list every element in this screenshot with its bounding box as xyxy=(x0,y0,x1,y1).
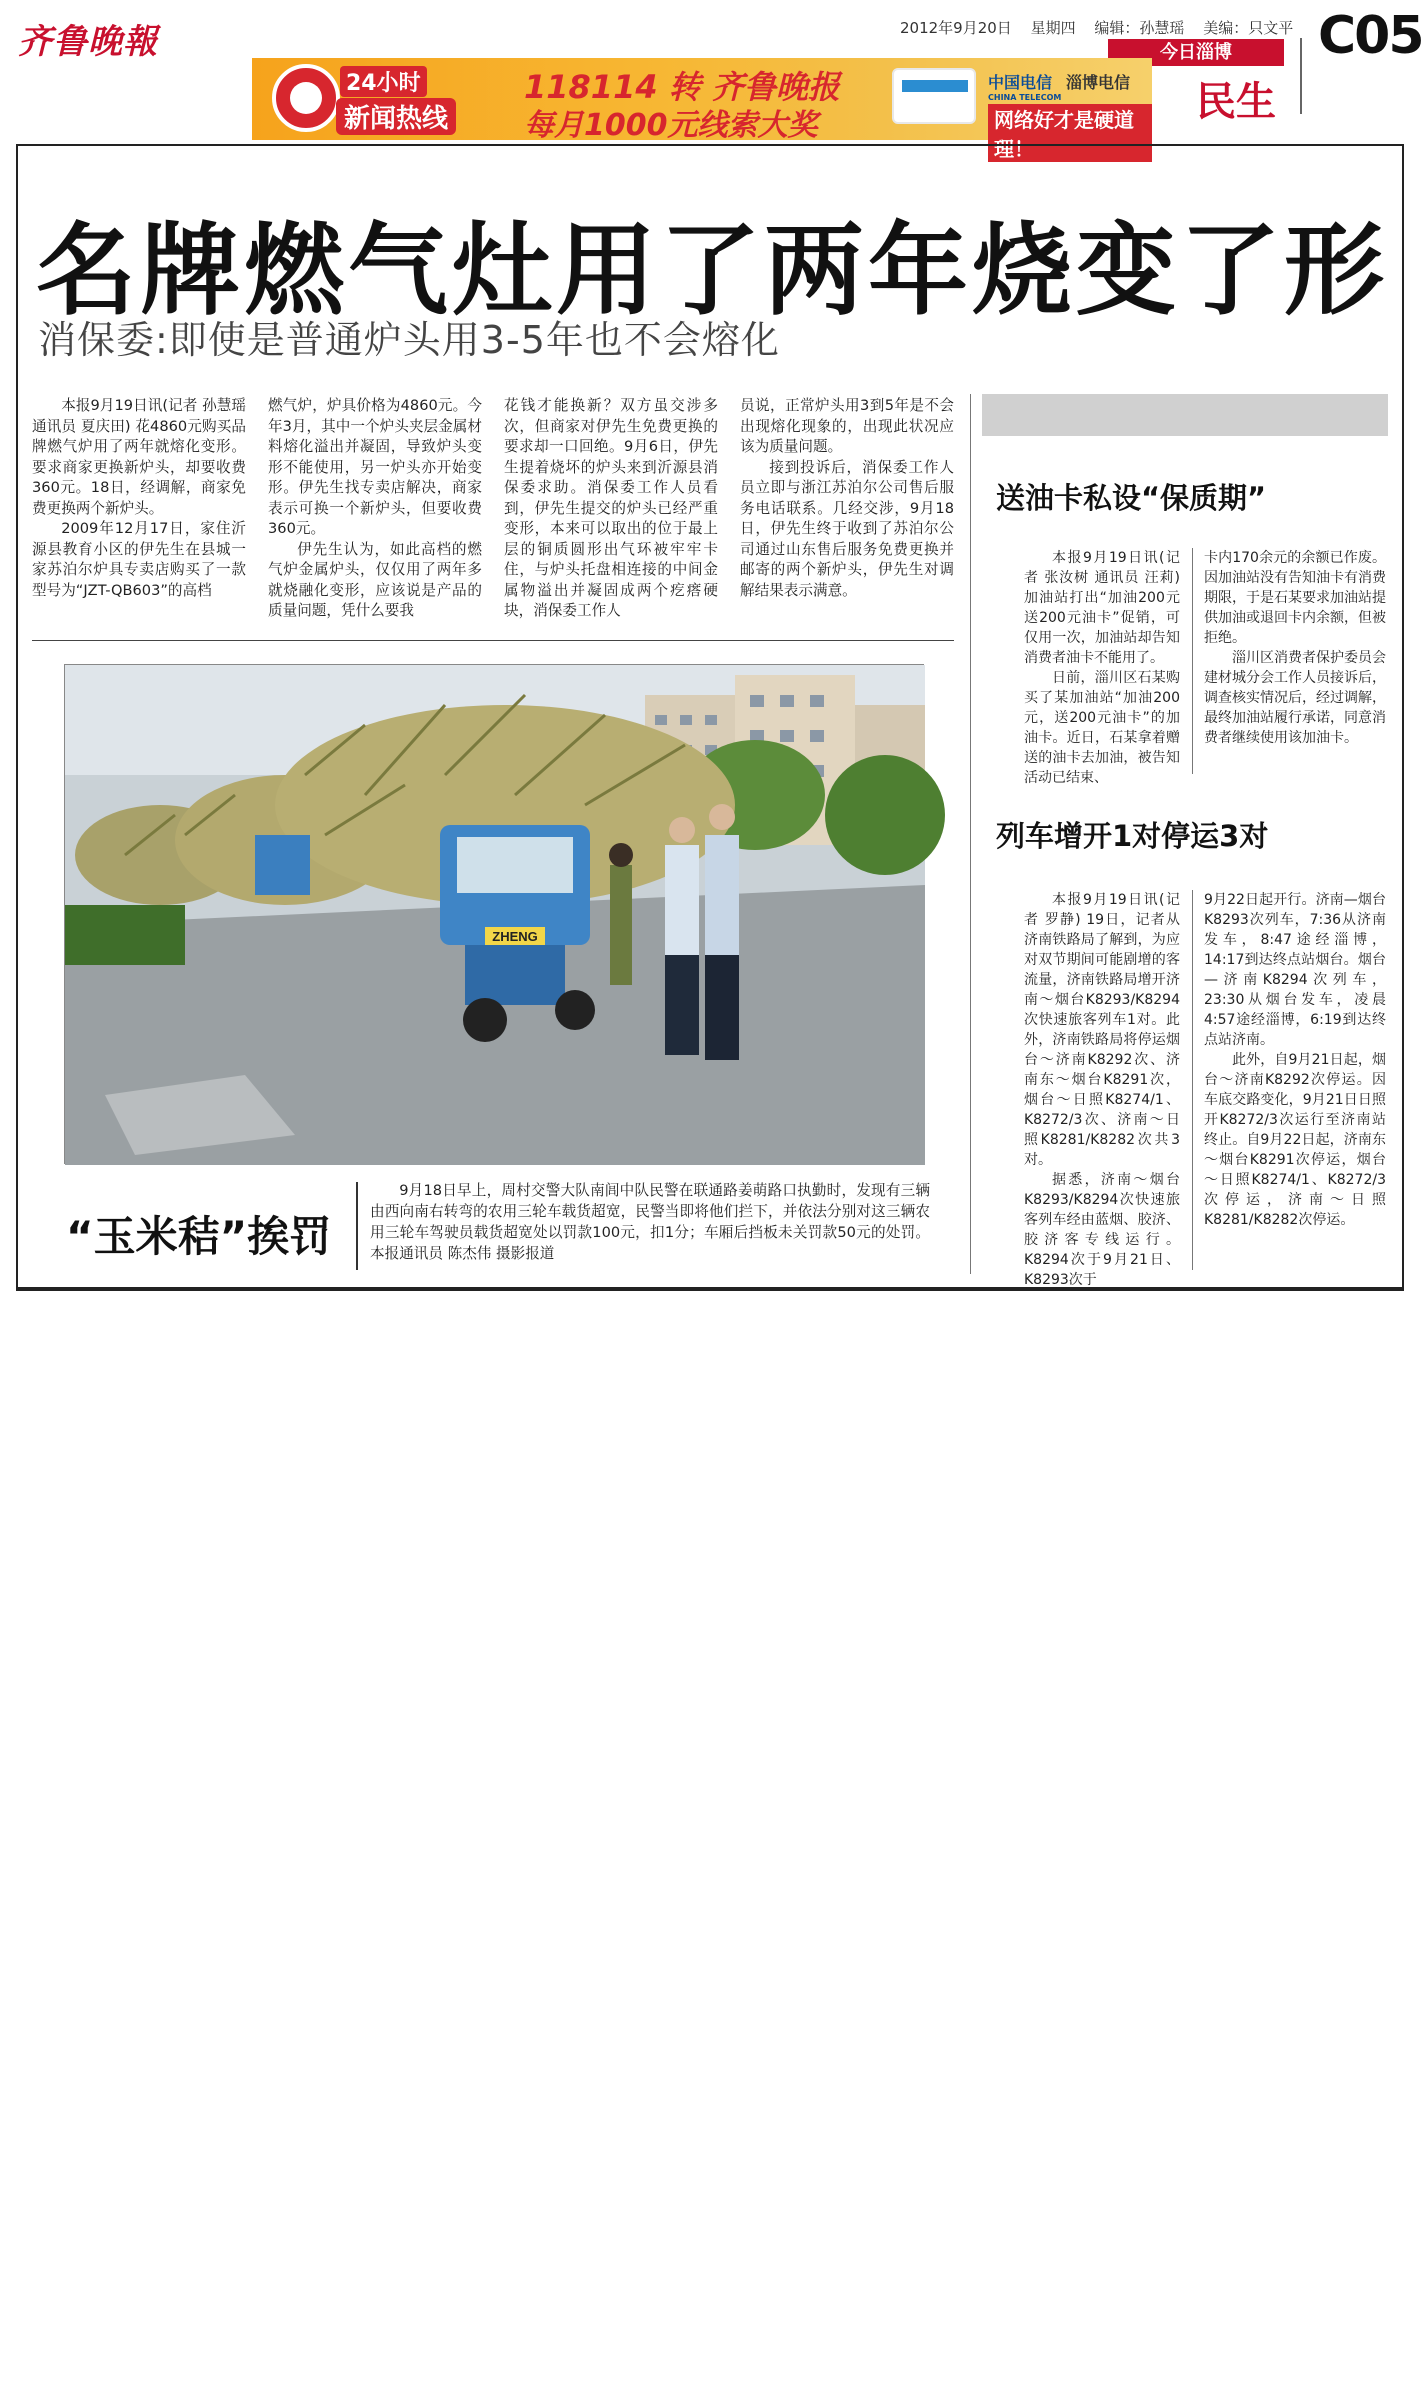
phone-card-icon xyxy=(892,68,976,124)
issue-weekday: 星期四 xyxy=(1030,19,1076,37)
photo-caption xyxy=(370,1180,930,1264)
article-column-4 xyxy=(740,396,954,626)
caption-divider xyxy=(356,1182,358,1270)
train-column-2 xyxy=(1204,890,1386,1270)
train-column-1 xyxy=(1024,890,1180,1288)
main-headline: 名牌燃气灶用了两年烧变了形 xyxy=(36,212,1388,329)
telecom-name-en: CHINA TELECOM xyxy=(988,93,1062,102)
license-plate: ZHENG xyxy=(492,929,538,944)
issue-meta xyxy=(900,17,1307,38)
issue-editor: 编辑：孙慧瑶 xyxy=(1094,19,1185,37)
article-bottom-rule xyxy=(32,640,954,641)
telecom-slogan: 网络好才是硬道理！ xyxy=(988,104,1152,162)
paragraph: 日前，淄川区石某购买了某加油站“加油200元，送200元油卡”的加油卡。近日，石某拿着赠送的油卡去加油，被告知活动已结束、 xyxy=(1024,670,1180,786)
telecom-logo xyxy=(988,70,1061,102)
paragraph: 本报9月19日讯(记者 孙慧瑶 通讯员 夏庆田) 花4860元购买品牌燃气炉用了两年就熔化变形。要求商家更换新炉头，却要收费360元。18日，经调解，商家免费更换两个新炉头。 xyxy=(32,397,246,517)
sidebar-divider xyxy=(970,394,971,1274)
zibo-telecom-logo: 淄博电信 xyxy=(1066,73,1131,92)
promo-number: 118114 转 齐鲁晚报 xyxy=(524,68,840,106)
paragraph: 接到投诉后，消保委工作人员立即与浙江苏泊尔公司售后服务电话联系。几经交涉，9月18日，伊先生终于收到了苏泊尔公司通过山东售后服务免费更换并邮寄的两个新炉头，伊先生对调解结果表示满意。 xyxy=(740,458,954,599)
article-column-3 xyxy=(504,396,718,626)
main-subhead: 消保委:即使是普通炉头用3-5年也不会熔化 xyxy=(38,318,780,362)
caption-text: 9月18日早上，周村交警大队南闾中队民警在联通路姜萌路口执勤时，发现有三辆由西向南右转弯的农用三轮车载货超宽，民警当即将他们拦下，并依法分别对这三辆农用三轮车驾驶员载货超宽处以罚款100元，扣1分；车厢后挡板未关罚款50元的处罚。 本报通讯员 陈杰伟 摄影报道 xyxy=(370,1182,930,1262)
promo-prize: 每月1000元线索大奖 xyxy=(524,108,818,143)
section-tag: 今日淄博 xyxy=(1108,39,1284,66)
oil-card-column-1 xyxy=(1024,548,1180,786)
paragraph: 据悉，济南～烟台K8293/K8294次快速旅客列车经由蓝烟、胶济、胶济客专线运行。K8294次于9月21日、K8293次于 xyxy=(1024,1172,1180,1288)
hotline-label: 新闻热线 xyxy=(336,98,456,135)
hotline-ad-banner[interactable] xyxy=(252,58,1152,161)
newspaper-logo: 齐鲁晚報 xyxy=(18,22,158,62)
masthead-divider xyxy=(1300,38,1302,114)
paragraph: 2009年12月17日，家住沂源县教育小区的伊先生在县城一家苏泊尔炉具专卖店购买了一款型号为“JZT-QB603”的高档 xyxy=(32,520,246,599)
telecom-name: 中国电信 xyxy=(988,73,1053,92)
oil-card-column-2 xyxy=(1204,548,1386,782)
cornstalk-tricycle-photo xyxy=(65,665,925,1165)
hotline-hours: 24小时 xyxy=(340,66,427,97)
paragraph: 燃气炉，炉具价格为4860元。今年3月，其中一个炉头夹层金属材料熔化溢出并凝固，导致炉头变形不能使用，另一炉头亦开始变形。伊先生找专卖店解决，商家表示可换一个新炉头，但要收费360元。 xyxy=(268,397,482,537)
article-column-2 xyxy=(268,396,482,626)
section-name: 民生 xyxy=(1196,79,1276,125)
paragraph: 花钱才能换新？双方虽交涉多次，但商家对伊先生免费更换的要求却一口回绝。9月6日，伊先生提着烧坏的炉头来到沂源县消保委求助。消保委工作人员看到，伊先生提交的炉头已经严重变形，本来可以取出的位于最上层的铜质圆形出气环被牢牢卡住，与炉头托盘相连接的中间金属物溢出并凝固成两个疙瘩硬块，消保委工作人 xyxy=(504,397,718,619)
paragraph: 伊先生认为，如此高档的燃气炉金属炉头，仅仅用了两年多就烧融化变形，应该说是产品的质量问题，凭什么要我 xyxy=(268,540,482,619)
issue-date: 2012年9月20日 xyxy=(900,19,1012,37)
train-column-divider xyxy=(1192,890,1193,1270)
train-headline: 列车增开1对停运3对 xyxy=(996,819,1269,853)
article-column-1 xyxy=(32,396,246,626)
page-number: C05 xyxy=(1318,6,1423,66)
paragraph: 此外，自9月21日起，烟台～济南K8292次停运。因车底交路变化，9月21日日照开K8272/3次运行至济南站终止。自9月22日起，济南东～烟台K8291次停运，烟台～日照K8274/1、K8272/3次停运，济南～日照K8281/K8282次停运。 xyxy=(1204,1052,1386,1228)
photo-caption-title: “玉米秸”挨罚 xyxy=(66,1212,332,1261)
paragraph: 本报9月19日讯(记者 张汝树 通讯员 汪莉) 加油站打出“加油200元送200元油卡”促销，可仅用一次，加油站却告知消费者油卡不能用了。 xyxy=(1024,550,1180,666)
paragraph: 淄川区消费者保护委员会建材城分会工作人员接诉后，调查核实情况后，经过调解，最终加油站履行承诺，同意消费者继续使用该加油卡。 xyxy=(1204,650,1386,746)
paragraph: 本报9月19日讯(记者 罗静) 19日，记者从济南铁路局了解到，为应对双节期间可能剧增的客流量，济南铁路局增开济南～烟台K8293/K8294次快速旅客列车1对。此外，济南铁路局将停运烟台～济南K8292次、济南东～烟台K8291次，烟台～日照K8274/1、K8272/3次、济南～日照K8281/K8282次共3对。 xyxy=(1024,892,1180,1168)
oil-card-headline: 送油卡私设“保质期” xyxy=(996,481,1267,515)
issue-designer: 美编：只文平 xyxy=(1203,19,1294,37)
oil-card-column-divider xyxy=(1192,548,1193,774)
paragraph: 卡内170余元的余额已作废。因加油站没有告知油卡有消费期限，于是石某要求加油站提供加油或退回卡内余额，但被拒绝。 xyxy=(1204,550,1386,646)
paragraph: 9月22日起开行。济南—烟台K8293次列车，7:36从济南发车，8:47途经淄博，14:17到达终点站烟台。烟台—济南K8294次列车，23:30从烟台发车，凌晨4:57途经淄博，6:19到达终点站济南。 xyxy=(1204,892,1386,1048)
sidebar-gray-bar xyxy=(982,394,1388,436)
alarm-clock-icon xyxy=(272,64,340,132)
news-photo xyxy=(64,664,924,1164)
paragraph: 员说，正常炉头用3到5年是不会出现熔化现象的，出现此状况应该为质量问题。 xyxy=(740,397,954,455)
